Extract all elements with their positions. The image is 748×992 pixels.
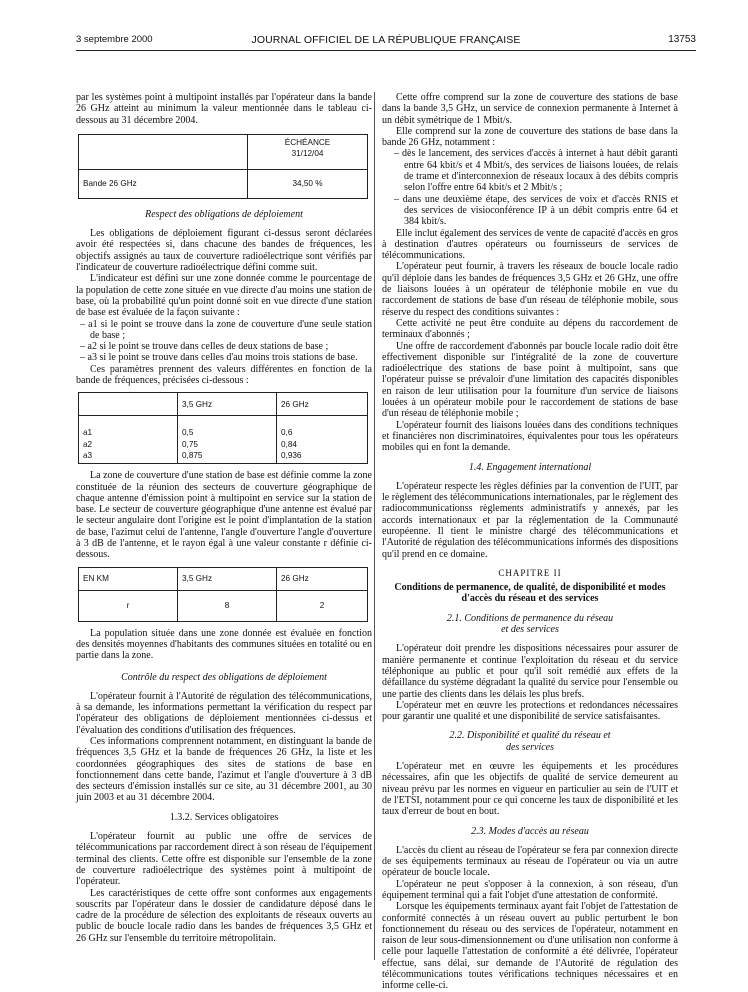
left-paragraph: L'indicateur est défini sur une zone donnée comme le pourcentage de la population de cette zone située en vue directe d'au moins une station de base, où la probabilité qu'un point donné soit en vue directe d'une station de base est évaluée de la façon suivante :: [76, 273, 372, 319]
parameter-value: 0,84: [281, 439, 297, 449]
list-item: – a2 si le point se trouve dans celles de deux stations de base ;: [80, 341, 329, 353]
radius-head-26: 26 GHz: [277, 567, 368, 590]
right-paragraph: Elle comprend sur la zone de couverture des stations de base dans la bande 26 GHz, notamment :: [382, 125, 678, 149]
right-paragraph: Lorsque les équipements terminaux ayant fait l'objet de l'attestation de conformité connectés à un réseau ouvert au public perturbent le bon fonctionnement du réseau ou des services de l'opérateur, notamment en raison de leur sous-dimensionnement ou d'une utilisation non conforme à celle pour laquelle l'attestation de conformité a été délivrée, l'opérateur effectue, sans délai, sur demande de l'Autorité de régulation des télécommunications toutes vérifications techniques nécessaires et en informe celle-ci.: [382, 901, 678, 992]
left-paragraph: L'opérateur fournit à l'Autorité de régulation des télécommunications, à sa demande, les informations permettant la vérification du respect par l'opérateur des obligations de déploiement mentionnées ci-dessus et l'évaluation des conditions d'utilisation des fréquences.: [76, 690, 372, 736]
deadline-head-date: 31/12/04: [291, 149, 324, 159]
section-heading: 1.4. Engagement international: [468, 461, 592, 473]
left-paragraph: La zone de couverture d'une station de base est définie comme la zone constituée de la réunion des secteurs de couverture géographique de chaque antenne d'émission point à multipoint en service sur la station de base. Le secteur de couverture géographique d'une antenne est évalué par le secteur angulaire dont l'origine est le point d'implantation de la station de base, l'azimut celui de l'antenne, l'angle d'ouverture l'angle d'ouverture à 3 dB de l'antenne, et le rayon égal à une valeur constante r définie ci-dessous.: [76, 470, 372, 561]
parameter-key: a3: [83, 450, 93, 460]
left-paragraph: Les caractéristiques de cette offre sont conformes aux engagements souscrits par l'opérateur dans le dossier de candidature déposé dans le cadre de la procédure de sélection des exploitants de réseaux ouverts au public de boucle locale radio dans les bandes de fréquences 3,5 GHz et 26 GHz sur l'ensemble du territoire métropolitain.: [76, 887, 372, 944]
radius-head-35: 3,5 GHz: [178, 567, 277, 590]
section-heading: 2.1. Conditions de permanence du réseau et des services: [446, 612, 614, 636]
parameter-value: 0,875: [182, 450, 203, 460]
deadline-row-label: Bande 26 GHz: [79, 169, 248, 198]
right-paragraph: L'opérateur ne peut s'opposer à la connexion, à son réseau, d'un équipement terminal qui a fait l'objet d'une attestation de conformité.: [382, 878, 678, 901]
parameter-value: 0,936: [281, 450, 302, 460]
parameters-head-26: 26 GHz: [277, 393, 368, 416]
right-paragraph: L'accès du client au réseau de l'opérateur se fera par connexion directe de ses équipements terminaux au réseau de l'opérateur ou via un autre opérateur de boucle locale.: [382, 844, 678, 879]
deadline-row-value: 34,50 %: [248, 169, 368, 198]
parameters-table: [78, 392, 368, 464]
parameter-value: 0,75: [182, 439, 198, 449]
parameter-key: a1: [83, 428, 93, 438]
left-paragraph: L'opérateur fournit au public une offre de services de télécommunications par raccordement direct à son réseau de l'équipement terminal des clients. Cette offre est disponible sur l'ensemble de la zone de couverture radioélectrique des systèmes point à multipoint de l'opérateur.: [76, 831, 372, 888]
right-paragraph: L'opérateur met en œuvre les équipements et les procédures nécessaires, afin que les objectifs de qualité de service demeurent au niveau prévu par les normes en vigueur en particulier au sein de l'UIT et de l'ETSI, notamment pour ce qui concerne les taux de disponibilité et les taux d'erreur de bout en bout.: [382, 761, 678, 818]
right-paragraph: L'opérateur fournit des liaisons louées dans des conditions techniques et financières non discriminatoires, équivalentes pour tous les opérateurs mobiles qui en font la demande.: [382, 419, 678, 454]
radius-table: [78, 567, 368, 622]
radius-head-unit: EN KM: [79, 567, 178, 590]
list-item: – a3 si le point se trouve dans celles d'au moins trois stations de base.: [80, 352, 358, 364]
section-heading: Respect des obligations de déploiement: [145, 208, 303, 220]
right-paragraph: L'opérateur doit prendre les dispositions nécessaires pour assurer de manière permanente et continue l'exploitation du réseau et du service téléphonique au public et pour qu'il soit remédié aux effets de la défaillance du système dégradant la qualité du service pour l'ensemble ou une partie des clients dans les délais les plus brefs.: [382, 643, 678, 700]
right-paragraph: Une offre de raccordement d'abonnés par boucle locale radio doit être effectivement disponible sur l'intégralité de la zone de couverture radioélectrique des stations de base point à multipoint, sans que l'opérateur puisse se prévaloir d'une limitation des capacités disponibles en raison de leur utilisation pour la fourniture d'un service de liaisons louées à un opérateur mobile pour le raccordement de stations de base d'un réseau de téléphonie mobile ;: [382, 340, 678, 420]
page-header: [76, 34, 696, 48]
right-paragraph: Cette offre comprend sur la zone de couverture des stations de base dans la bande 3,5 GHz, un service de connexion permanente à Internet à un débit symétrique de 1 Mbit/s.: [382, 92, 678, 126]
column-divider: [374, 92, 375, 960]
header-page-number: 13753: [668, 34, 696, 45]
left-column: [76, 92, 372, 944]
parameters-head-35: 3,5 GHz: [178, 393, 277, 416]
list-item: – dès le lancement, des services d'accès à internet à haut débit garanti entre 64 kbit/s et 4 Mbit/s, des services de liaisons louées, de relais de trame et d'interconnexion de réseaux locaux à des débits compris selon l'offre entre 64 kbit/s et 2 Mbit/s ;: [394, 148, 678, 194]
right-paragraph: Elle inclut également des services de vente de capacité d'accès en gros à destination d'autres opérateurs ou fournisseurs de services de télécommunications.: [382, 227, 678, 262]
header-journal-title: JOURNAL OFFICIEL DE LA RÉPUBLIQUE FRANÇAISE: [251, 34, 521, 46]
left-paragraph: La population située dans une zone donnée est évaluée en fonction des densités moyennes d'habitants des communes situées en totalité ou en partie dans la zone.: [76, 627, 372, 662]
section-heading: 2.3. Modes d'accès au réseau: [471, 825, 589, 837]
radius-value: 2: [277, 590, 368, 621]
parameter-value: 0,6: [281, 428, 293, 438]
section-heading: 2.2. Disponibilité et qualité du réseau et des services: [449, 730, 611, 753]
left-paragraph: par les systèmes point à multipoint installés par l'opérateur dans la bande 26 GHz atteint au minimum la valeur mentionnée dans le tableau ci-dessous au 31 décembre 2004.: [76, 92, 372, 126]
left-paragraph: Ces informations comprennent notamment, en distinguant la bande de fréquences 3,5 GHz et la bande de fréquences 26 GHz, la liste et les coordonnées géographiques des sites de stations de base en fonctionnement dans cette bande, l'azimut et l'angle d'ouverture à 3 dB des secteurs d'émission installés sur ce site, au 31 décembre 2001, au 30 juin 2003 et au 31 décembre 2004.: [76, 735, 372, 804]
list-item: – dans une deuxième étape, des services de voix et d'accès RNIS et des services de visioconférence IP à un débit compris entre 64 et 384 kbit/s.: [394, 193, 678, 228]
deadline-head-label: ÉCHÉANCE: [284, 137, 331, 147]
right-paragraph: Cette activité ne peut être conduite au dépens du raccordement de terminaux d'abonnés ;: [382, 317, 678, 341]
chapter-label: CHAPITRE II: [498, 567, 562, 578]
right-paragraph: L'opérateur met en œuvre les protections et redondances nécessaires pour garantir une qualité et une disponibilité de service satisfaisantes.: [382, 699, 678, 723]
list-item: – a1 si le point se trouve dans la zone de couverture d'une seule station de base ;: [80, 318, 372, 341]
header-rule: [76, 50, 696, 51]
right-paragraph: L'opérateur peut fournir, à travers les réseaux de boucle locale radio qu'il déploie dans les bandes de fréquences 3,5 GHz et 26 GHz, une offre de liaisons louées à un opérateur de téléphonie mobile en vue du raccordement de stations de base d'un réseau de téléphonie mobile, sous réserve du respect des conditions suivantes :: [382, 261, 678, 318]
radius-value: 8: [178, 590, 277, 621]
right-paragraph: L'opérateur respecte les règles définies par la convention de l'UIT, par le règlement des télécommunications internationales, par le règlement des radiocommunicationss règlements administratifs y annexés, par les accords internationaux et par la réglementation de la Communauté européenne. Il tient le ministre chargé des télécommunications et l'Autorité de régulation des télécommunications informés des dispositions qu'il prend en ce domaine.: [382, 480, 678, 560]
parameter-key: a2: [83, 439, 93, 449]
chapter-title: Conditions de permanence, de qualité, de disponibilité et modes d'accès du réseau et des services: [394, 582, 666, 605]
section-heading: 1.3.2. Services obligatoires: [169, 811, 279, 823]
left-paragraph: Les obligations de déploiement figurant ci-dessus seront déclarées avoir été respectées si, dans chacune des bandes de fréquences, les objectifs assignés au taux de couverture radioélectrique sont vérifiés par l'indicateur de couverture radioélectrique défini comme suit.: [76, 228, 372, 274]
header-date: 3 septembre 2000: [76, 34, 153, 45]
right-column: [382, 92, 678, 992]
left-paragraph: Ces paramètres prennent des valeurs différentes en fonction de la bande de fréquences, précisées ci-dessous :: [76, 363, 372, 387]
deadline-table: [78, 134, 368, 199]
parameter-value: 0,5: [182, 428, 194, 438]
radius-key: r: [79, 590, 178, 621]
section-heading: Contrôle du respect des obligations de déploiement: [121, 671, 327, 683]
